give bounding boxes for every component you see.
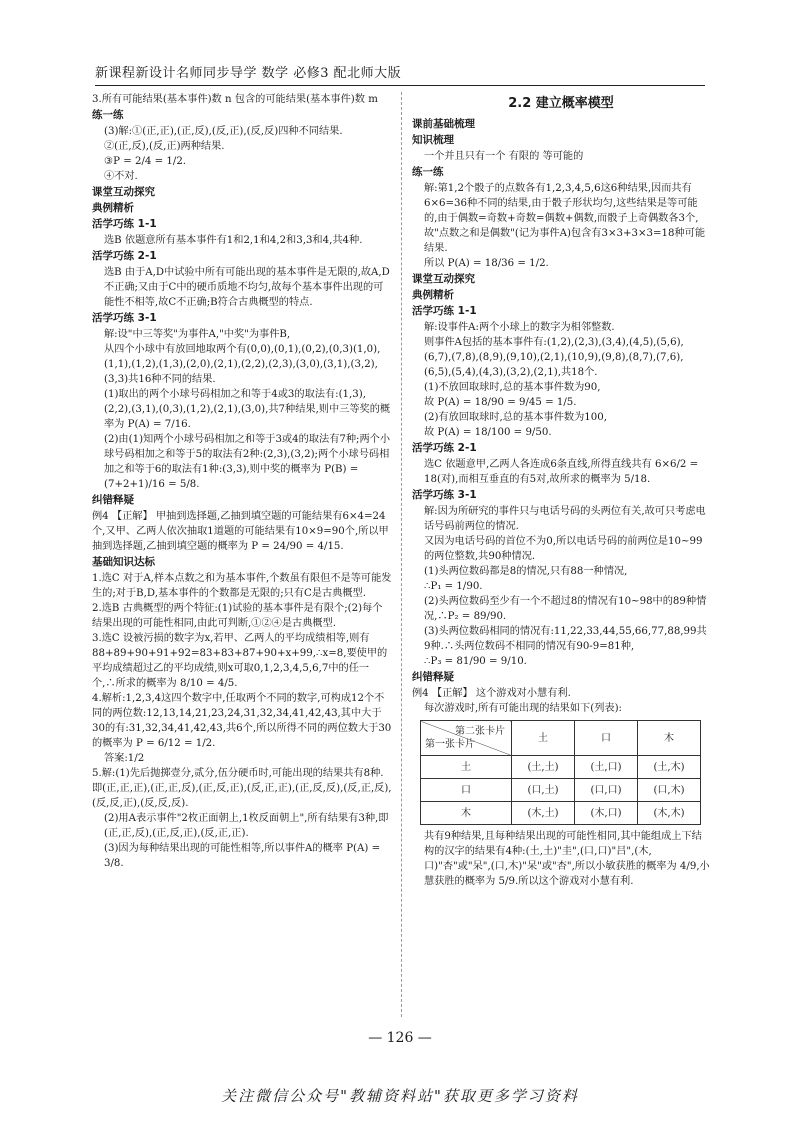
text-line: 选B 依题意所有基本事件有1和2,1和4,2和3,3和4,共4种. — [104, 235, 363, 246]
table-row — [421, 802, 701, 825]
table-cell: (口,木) — [638, 779, 701, 802]
text-line: ②(正,反),(反,正)两种结果. — [104, 141, 225, 152]
result-table — [420, 720, 701, 825]
footer-note: 关注微信公众号"教辅资料站"获取更多学习资料 — [221, 1087, 579, 1105]
text-line: (2)由(1)知两个小球号码相加之和等于3或4的取法有7种;两个小球号码相加之和等于5的取法有2种:(2,3),(3,2);两个小球号码相加之和等于6的取法有1种:(3,3),则中奖的概率为 P(B) = (7+2+1)/16 = 5/8. — [104, 434, 391, 490]
text-line: ③P = 2/4 = 1/2. — [104, 156, 187, 167]
table-cell: (木,木) — [638, 802, 701, 825]
row-header: 土 — [421, 756, 512, 779]
row-header: 木 — [421, 802, 512, 825]
text-line: 解:设事件A:两个小球上的数字为相邻整数. — [424, 322, 615, 333]
text-line: ∴P₃ = 81/90 = 9/10. — [424, 656, 527, 667]
section-heading: 活学巧练 3-1 — [412, 489, 477, 501]
column-header: 土 — [512, 721, 575, 756]
text-line: 3.选C 设被污损的数字为x,若甲、乙两人的平均成绩相等,则有 88+89+90+91+92=83+83+87+90+x+99,∴x=8,要使甲的平均成绩超过乙的平均成绩,则x可取0,1,2,3,4,5,6,7中的任一个,∴所求的概率为 8/10 = 4/5. — [92, 633, 388, 689]
text-line: 2.选B 古典概型的两个特征:(1)试验的基本事件是有限个;(2)每个结果出现的可能性相同,由此可判断,①②④是古典概型. — [92, 603, 383, 629]
text-line: 例4 【正解】 这个游戏对小慧有利. — [412, 688, 571, 699]
left-column — [92, 92, 392, 871]
table-cell: (口,土) — [512, 779, 575, 802]
section-heading: 活学巧练 3-1 — [92, 312, 157, 324]
table-cell: (土,木) — [638, 756, 701, 779]
text-line: (2)头两位数码至少有一个不超过8的情况有10~98中的89种情况,∴P₂ = 89/90. — [424, 596, 707, 622]
section-heading: 典例精析 — [412, 289, 454, 301]
section-heading: 典例精析 — [92, 202, 134, 214]
text-line: (1)取出的两个小球号码相加之和等于4或3的取法有:(1,3),(2,2),(3,1),(0,3),(1,2),(2,1),(3,0),共7种结果,则中三等奖的概率为 P(A) = 7/16. — [104, 389, 391, 430]
text-line: 3.所有可能结果(基本事件)数 n 包含的可能结果(基本事件)数 m — [92, 94, 378, 105]
section-heading: 活学巧练 2-1 — [92, 250, 157, 262]
column-header: 口 — [575, 721, 638, 756]
corner-label-top: 第二张卡片 — [455, 726, 505, 737]
section-heading: 课堂互动探究 — [92, 186, 155, 198]
section-heading: 知识梳理 — [412, 134, 454, 146]
text-line: 选B 由于A,D中试验中所有可能出现的基本事件是无限的,故A,D不正确;又由于C中的硬币质地不均匀,故每个基本事件出现的可能性不相等,故C不正确;B符合古典概型的特点. — [104, 267, 390, 308]
text-line: 4.解析:1,2,3,4这四个数字中,任取两个不同的数字,可构成12个不同的两位数:12,13,14,21,23,24,31,32,34,41,42,43,其中大于30的有:31,32,34,41,42,43,共6个,所以所得不同的两位数大于30的概率为 P = 6/12 = 1/2. — [92, 693, 392, 749]
text-line: (2)用A表示事件"2枚正面朝上,1枚反面朝上",所有结果有3种,即(正,正,反),(正,反,正),(反,正,正). — [104, 813, 389, 839]
section-heading: 练一练 — [92, 109, 124, 121]
section-heading: 活学巧练 1-1 — [92, 218, 157, 230]
text-line: (3)解:①(正,正),(正,反),(反,正),(反,反)四种不同结果. — [104, 126, 343, 137]
text-line: 从四个小球中有放回地取两个有(0,0),(0,1),(0,2),(0,3)(1,0),(1,1),(1,2),(1,3),(2,0),(2,1),(2,2),(2,3),(3,0),(3,1),(3,2),(3,3)共16种不同的结果. — [104, 344, 381, 385]
page-number: — 126 — — [368, 1030, 432, 1046]
table-cell: (口,口) — [575, 779, 638, 802]
text-line: 故 P(A) = 18/90 = 9/45 = 1/5. — [424, 397, 577, 408]
corner-label-bottom: 第一张卡片 — [425, 739, 475, 750]
section-heading: 活学巧练 2-1 — [412, 442, 477, 454]
text-line: 1.选C 对于A,样本点数之和为基本事件,个数虽有限但不是等可能发生的;对于B,D,基本事件的个数都是无限的;只有C是古典概型. — [92, 573, 392, 599]
table-cell: (土,土) — [512, 756, 575, 779]
text-line: (3)因为每种结果出现的可能性相等,所以事件A的概率 P(A) = 3/8. — [104, 843, 381, 869]
text-line: (3)头两位数码相同的情况有:11,22,33,44,55,66,77,88,99共9种.∴头两位数码不相同的情况有90-9=81种, — [424, 626, 707, 652]
text-line: ④不对. — [104, 171, 138, 182]
table-cell: (木,口) — [575, 802, 638, 825]
table-corner-cell — [421, 721, 512, 756]
section-heading: 练一练 — [412, 166, 444, 178]
table-row — [421, 756, 701, 779]
text-line: 则事件A包括的基本事件有:(1,2),(2,3),(3,4),(4,5),(5,6),(6,7),(7,8),(8,9),(9,10),(2,1),(10,9),(9,8),(8,7),(7,6),(6,5),(5,4),(4,3),(3,2),(2,1),共18个. — [424, 337, 684, 378]
section-heading: 课前基础梳理 — [412, 118, 475, 130]
table-cell: (木,土) — [512, 802, 575, 825]
text-line: 解:设"中三等奖"为事件A,"中奖"为事件B, — [104, 329, 291, 340]
section-title: 2.2 建立概率模型 — [508, 96, 614, 111]
section-heading: 纠错释疑 — [412, 671, 454, 683]
text-line: 5.解:(1)先后抛掷壹分,贰分,伍分硬币时,可能出现的结果共有8种.即(正,正,正),(正,正,反),(正,反,正),(反,正,正),(正,反,反),(反,正,反),(反,反,正),(反,反,反). — [92, 768, 392, 809]
text-line: 一个并且只有一个 有限的 等可能的 — [424, 151, 584, 162]
section-heading: 活学巧练 1-1 — [412, 305, 477, 317]
text-line: 每次游戏时,所有可能出现的结果如下(列表): — [424, 703, 622, 714]
text-line: (1)头两位数码都是8的情况,只有88一种情况, — [424, 566, 628, 577]
text-line: 共有9种结果,且每种结果出现的可能性相同,其中能组成上下结构的汉字的结果有4种:(土,土)"圭",(口,口)"吕",(木,口)"杏"或"呆",(口,木)"呆"或"杏",所以小敏获胜的概率为 4/9,小慧获胜的概率为 5/9.所以这个游戏对小慧有利. — [424, 831, 710, 887]
text-line: 例4 【正解】 甲抽到选择题,乙抽到填空题的可能结果有6×4=24个,又甲、乙两人依次抽取1道题的可能结果有10×9=90个,所以甲抽到选择题,乙抽到填空题的概率为 P = 24/90 = 4/15. — [92, 511, 389, 552]
column-divider — [401, 92, 402, 1017]
table-row — [421, 779, 701, 802]
text-line: 解:因为所研究的事件只与电话号码的头两位有关,故可只考虑电话号码前两位的情况. — [424, 506, 706, 532]
running-header: 新课程新设计名师同步导学 数学 必修3 配北师大版 — [95, 62, 705, 86]
text-line: 所以 P(A) = 18/36 = 1/2. — [424, 258, 549, 269]
column-header: 木 — [638, 721, 701, 756]
text-line: 解:第1,2个骰子的点数各有1,2,3,4,5,6这6种结果,因而共有6×6=36种不同的结果,由于骰子形状均匀,这些结果是等可能的,由于偶数=奇数+奇数=偶数+偶数,而骰子上奇偶数各3个,故"点数之和是偶数"(记为事件A)包含有3×3+3×3=18种可能结果. — [424, 183, 706, 254]
row-header: 口 — [421, 779, 512, 802]
text-line: 故 P(A) = 18/100 = 9/50. — [424, 427, 552, 438]
text-line: (2)有放回取球时,总的基本事件数为100, — [424, 412, 607, 423]
right-column — [412, 92, 710, 889]
text-line: (1)不放回取球时,总的基本事件数为90, — [424, 382, 601, 393]
text-line: ∴P₁ = 1/90. — [424, 581, 483, 592]
section-heading: 基础知识达标 — [92, 556, 155, 568]
table-cell: (土,口) — [575, 756, 638, 779]
text-line: 又因为电话号码的首位不为0,所以电话号码的前两位是10~99的两位整数,共90种情况. — [424, 536, 703, 562]
section-heading: 纠错释疑 — [92, 494, 134, 506]
text-line: 答案:1/2 — [104, 753, 145, 764]
section-heading: 课堂互动探究 — [412, 273, 475, 285]
text-line: 选C 依题意甲,乙两人各连成6条直线,所得直线共有 6×6/2 = 18(对),而相互垂直的有5对,故所求的概率为 5/18. — [424, 459, 699, 485]
